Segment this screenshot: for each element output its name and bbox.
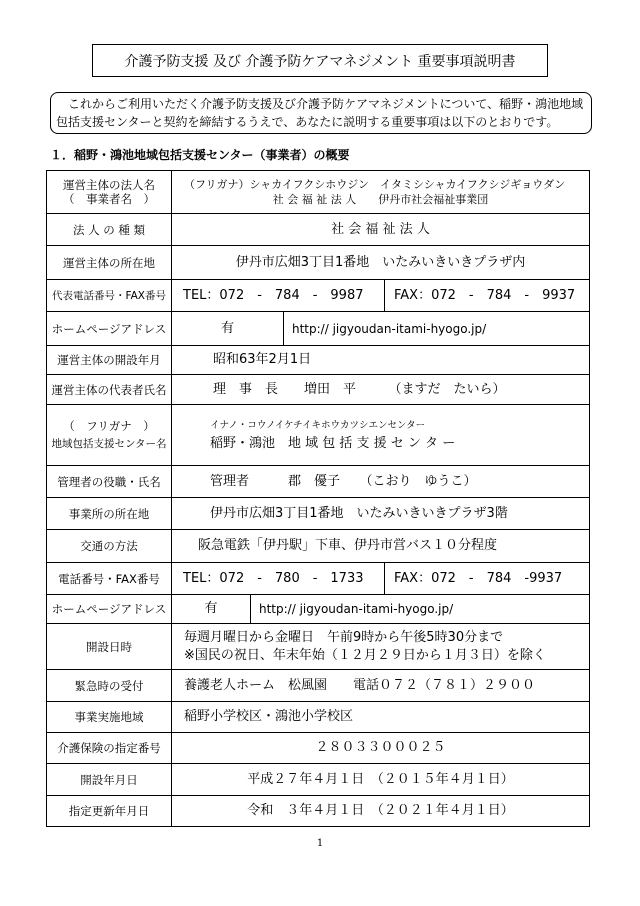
row-emergency-contact [47,669,589,701]
established-date: 昭和63年2月1日 [213,352,312,367]
value-office-homepage [172,595,589,623]
row-office-homepage [47,594,589,623]
row-corporation-address [47,245,589,279]
page-number: 1 [316,838,324,849]
section-heading: １．稲野・鴻池地域包括支援センター（事業者）の概要 [50,148,350,162]
label-office-homepage [47,595,172,623]
label-access [47,530,172,562]
intro-line: 包括支援センターと契約を締結するうえで、あなたに説明する重要事項は以下のとおりです。 [56,115,559,129]
label-text: 管理者の役職・氏名 [57,474,161,489]
value-corporation-type [172,214,589,245]
document-title-box [92,44,548,77]
label-text: ホームページアドレス [51,321,167,336]
tel-number: TEL：072 - 784 - 9987 [183,287,364,303]
value-insurance-number [172,733,589,763]
label-office-phone [47,563,172,594]
value-business-hours [172,624,589,669]
fax-number: FAX：072 - 784 - 9937 [394,287,576,303]
row-corporation-name [47,171,589,213]
row-access [47,529,589,562]
row-corporation-homepage [47,311,589,345]
label-text: 代表電話番号・FAX番号 [52,289,166,302]
intro-box [50,92,592,134]
label-opening-date [47,764,172,795]
value-opening-date [172,764,589,795]
office-address: 伊丹市広畑3丁目1番地 いたみいきいきプラザ3階 [210,505,508,521]
label-text: 指定更新年月日 [68,804,150,818]
label-service-area [47,702,172,732]
label-center-name [47,405,172,465]
value-access [172,530,589,562]
representative-name: 理 事 長 増田 平 （ますだ たいら） [213,381,506,397]
row-office-address [47,497,589,529]
row-corporation-type [47,213,589,245]
center-furigana: イナノ・コウノイケチイキホウカツシエンセンター [210,420,426,431]
row-center-name [47,404,589,465]
tel-cell [172,563,385,594]
label-text: ホームページアドレス [51,602,167,616]
homepage-url: http:// jigyoudan-itami-hyogo.jp/ [292,321,487,336]
label-office-address [47,498,172,529]
label-corporation-phone [47,280,172,311]
label-text: 緊急時の受付 [74,678,144,693]
fax-cell [385,563,589,594]
value-renewal-date [172,796,589,826]
label-corporation-address [47,246,172,279]
insurance-number: ２８０３３０００２５ [315,740,446,755]
corporation-name: 社 会 福 祉 法 人 伊丹市社会福祉事業団 [272,193,489,206]
tel-number: TEL：072 - 780 - 1733 [183,570,364,586]
label-line: （ 事業者名 ） [63,192,155,206]
label-line: 運営主体の法人名 [63,178,155,192]
row-office-phone [47,562,589,594]
label-text: 運営主体の所在地 [63,255,155,270]
label-renewal-date [47,796,172,826]
homepage-availability-cell [172,595,251,623]
row-corporation-established [47,345,589,374]
row-insurance-number [47,732,589,763]
value-corporation-homepage [172,312,589,345]
value-corporation-phone [172,280,589,311]
homepage-url-cell [284,312,589,345]
renewal-date: 令和 ３年４月１日 （２０２１年４月１日） [247,803,514,818]
label-text: 介護保険の指定番号 [57,741,161,755]
fax-number: FAX：072 - 784 -9937 [394,570,563,586]
label-text: 運営主体の代表者氏名 [51,382,167,397]
business-hours-line: 毎週月曜日から金曜日 午前9時から午後5時30分まで [184,629,504,645]
service-area: 稲野小学校区・鴻池小学校区 [184,709,354,724]
label-representative [47,375,172,404]
label-text: 事業実施地域 [74,710,144,724]
value-emergency-contact [172,670,589,701]
center-name: 稲野・鴻池 地 域 包 括 支 援 セ ン タ ー [210,436,456,451]
row-representative [47,374,589,404]
tel-cell [172,280,385,311]
label-text: 電話番号・FAX番号 [58,571,160,586]
value-center-name [172,405,589,465]
manager-name: 管理者 郡 優子 （こおり ゆうこ） [210,473,477,489]
label-corporation-established [47,346,172,374]
homepage-availability: 有 [204,601,218,616]
row-opening-date [47,763,589,795]
row-corporation-phone [47,279,589,311]
corporation-type: 社 会 福 祉 法 人 [331,221,430,237]
label-manager [47,466,172,497]
opening-date: 平成２７年４月１日 （２０１５年４月１日） [247,771,514,787]
label-text: 事業所の所在地 [68,506,150,521]
row-manager [47,465,589,497]
value-manager [172,466,589,497]
row-business-hours [47,623,589,669]
value-corporation-address [172,246,589,279]
label-text: 交通の方法 [80,539,138,553]
label-text: 運営主体の開設年月 [57,353,161,367]
homepage-url: http:// jigyoudan-itami-hyogo.jp/ [259,602,454,616]
emergency-contact: 養護老人ホーム 松風園 電話０７２（７８１）２９００ [184,677,536,693]
business-hours-note: ※国民の祝日、年末年始（１２月２９日から１月３日）を除く [184,647,546,663]
label-emergency-contact [47,670,172,701]
corporation-furigana: （フリガナ）シャカイフクシホウジン イタミシシャカイフクシジギョウダン [184,178,566,191]
access-directions: 阪急電鉄「伊丹駅」下車、伊丹市営バス１０分程度 [198,538,498,553]
value-office-address [172,498,589,529]
label-text: 法 人 の 種 類 [72,222,146,237]
fax-cell [385,280,589,311]
value-corporation-established [172,346,589,374]
label-text: 開設日時 [86,639,132,654]
value-office-phone [172,563,589,594]
intro-line: これからご利用いただく介護予防支援及び介護予防ケアマネジメントについて、稲野・鴻池地域 [56,97,584,111]
label-text: 開設年月日 [80,772,138,787]
row-renewal-date [47,795,589,826]
label-line: 地域包括支援センター名 [51,438,167,450]
overview-table [46,170,590,827]
label-business-hours [47,624,172,669]
label-line: （ フリガナ ） [63,419,155,433]
document-title: 介護予防支援 及び 介護予防ケアマネジメント 重要事項説明書 [124,53,516,70]
label-corporation-name [47,171,172,213]
value-corporation-name [172,171,589,213]
label-insurance-number [47,733,172,763]
corporation-address: 伊丹市広畑3丁目1番地 いたみいきいきプラザ内 [235,254,526,270]
row-service-area [47,701,589,732]
label-corporation-homepage [47,312,172,345]
homepage-availability: 有 [220,320,234,336]
value-representative [172,375,589,404]
homepage-availability-cell [172,312,284,345]
value-service-area [172,702,589,732]
homepage-url-cell [251,595,589,623]
label-corporation-type [47,214,172,245]
